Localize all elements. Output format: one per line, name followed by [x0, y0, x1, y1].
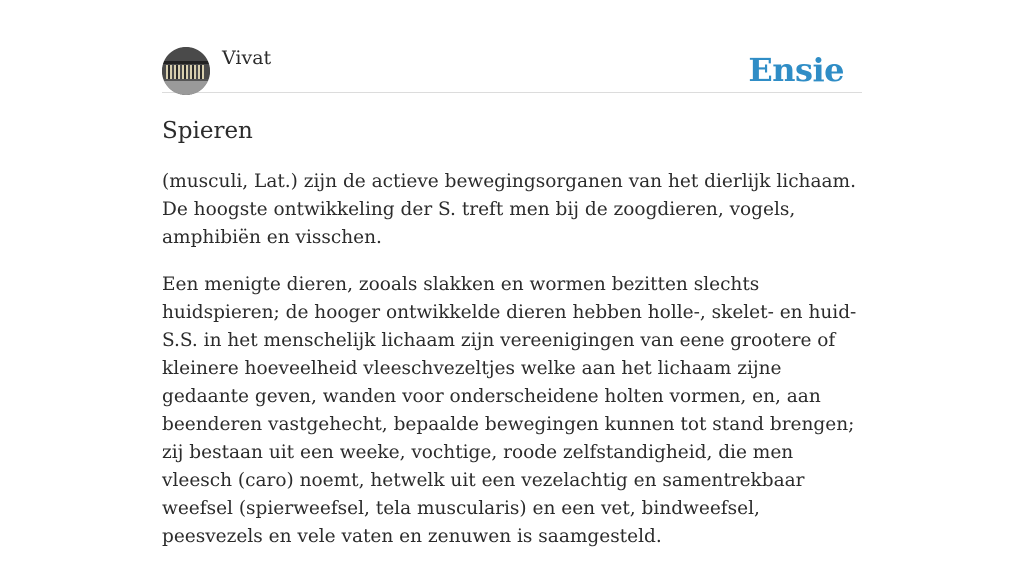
paragraph: (musculi, Lat.) zijn de actieve bewegingsorganen van het dierlijk lichaam. De hoogste ontwikkeling der S. treft men bij de zoogdieren, vogels, amphibiën en visschen.	[162, 171, 856, 248]
avatar[interactable]	[162, 47, 210, 95]
page	[162, 0, 862, 547]
bookshelf-avatar-icon	[162, 47, 210, 95]
page-title: Spieren	[162, 118, 253, 144]
brand-logo[interactable]: Ensie	[748, 51, 844, 89]
header	[162, 46, 862, 93]
author-name[interactable]: Vivat	[222, 47, 272, 69]
article-body	[162, 168, 862, 570]
paragraph: Een menigte dieren, zooals slakken en wormen bezitten slechts huidspieren; de hooger ontwikkelde dieren hebben holle-, skelet- en huid-S.S. in het menschelijk lichaam zijn vereenigingen van eene grootere of kleinere hoeveelheid vleeschvezeltjes welke aan het lichaam zijne gedaante geven, wanden voor onderscheidene holten vormen, en, aan beenderen vastgehecht, bepaalde bewegingen kunnen tot stand brengen; zij bestaan uit een weeke, vochtige, roode zelfstandigheid, die men vleesch (caro) noemt, hetwelk uit een vezelachtig en samentrekbaar weefsel (spierweefsel, tela muscularis) en een vet, bindweefsel, peesvezels en vele vaten en zenuwen is saamgesteld.	[162, 274, 857, 547]
